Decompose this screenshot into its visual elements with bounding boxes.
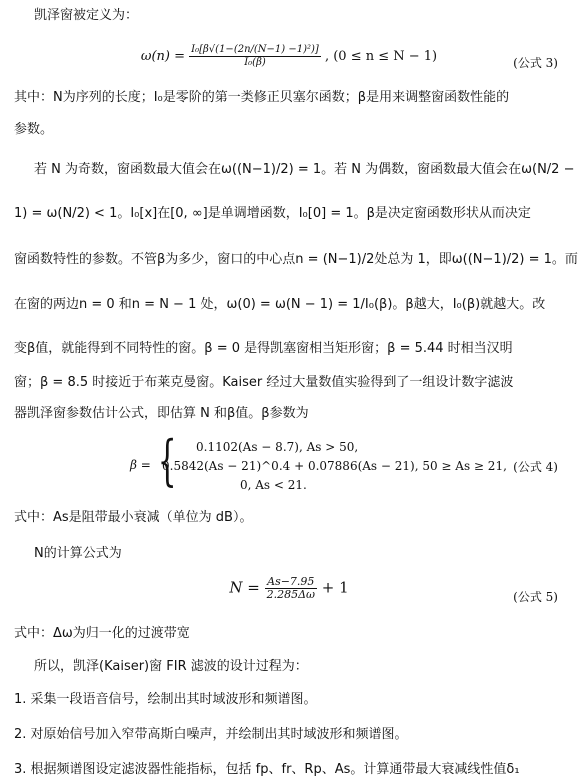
eq4-brace: { [157,429,177,492]
para-7: 器凯泽窗参数估计公式，即估算 N 和β值。β参数为 [14,406,309,421]
n-formula-intro: N的计算公式为 [34,546,122,561]
eq5-rhs: + 1 [321,578,349,597]
eq3-tag: (公式 3) [513,56,558,70]
eq5-lhs: N = [229,578,260,597]
equation-5 [0,572,578,616]
intro-text: 凯泽窗被定义为： [34,8,139,23]
equation-4 [0,429,578,496]
where-3: 式中：Δω为归一化的过渡带宽 [14,626,190,641]
eq4-case-3: 0, As < 21. [240,478,307,492]
equation-3 [0,38,578,82]
para-5: 变β值，就能得到不同特性的窗。β = 0 是得凯塞窗相当矩形窗；β = 5.44 时相当汉明 [14,341,513,356]
eq3-lhs: ω(n) = [140,49,186,64]
para-6: 窗；β = 8.5 时接近于布莱克曼窗。Kaiser 经过大量数值实验得到了一组设计数字滤波 [14,375,514,390]
para-1: 若 N 为奇数，窗函数最大值会在ω((N−1)/2) = 1。若 N 为偶数，窗函数最大值会在ω(N/2 − [34,162,575,177]
eq4-case-2: 0.5842(As − 21)^0.4 + 0.07886(As − 21), 50 ≥ As ≥ 21, [162,459,507,473]
eq4-case-1: 0.1102(As − 8.7), As > 50, [196,440,359,454]
where-2: 式中：As是阻带最小衰减（单位为 dB）。 [14,510,253,525]
eq4-lhs: β = [130,458,151,472]
step-1: 1. 采集一段语音信号，绘制出其时域波形和频谱图。 [14,692,317,707]
eq3-condition: , (0 ≤ n ≤ N − 1) [324,49,438,64]
eq4-tag: (公式 4) [513,460,558,474]
eq5-numerator: As−7.95 [265,576,317,589]
step-2: 2. 对原始信号加入窄带高斯白噪声，并绘制出其时域波形和频谱图。 [14,727,408,742]
eq3-denominator: I₀(β) [244,57,266,68]
where-1b: 参数。 [14,122,54,137]
eq5-tag: (公式 5) [513,590,558,604]
eq3-fraction [189,44,321,69]
eq5-fraction [265,576,317,601]
step-3: 3. 根据频谱图设定滤波器性能指标，包括 fp、fr、Rp、As。计算通带最大衰减线性值δ₁ [14,762,520,777]
process-intro: 所以，凯泽(Kaiser)窗 FIR 滤波的设计过程为： [34,659,308,674]
eq5-denominator: 2.285Δω [266,588,315,601]
eq3-numerator: I₀[β√(1−(2n/(N−1) −1)²)] [191,44,319,55]
where-1a: 其中：N为序列的长度；I₀是零阶的第一类修正贝塞尔函数；β是用来调整窗函数性能的 [14,90,510,105]
para-2: 1) = ω(N/2) < 1。I₀[x]在[0, ∞]是单调增函数，I₀[0] = 1。β是决定窗函数形状从而决定 [14,206,531,221]
para-4: 在窗的两边n = 0 和n = N − 1 处，ω(0) = ω(N − 1) = 1/I₀(β)。β越大，I₀(β)就越大。改 [14,297,546,312]
para-3: 窗函数特性的参数。不管β为多少，窗口的中心点n = (N−1)/2处总为 1，即ω((N−1)/2) = 1。而 [14,252,578,267]
